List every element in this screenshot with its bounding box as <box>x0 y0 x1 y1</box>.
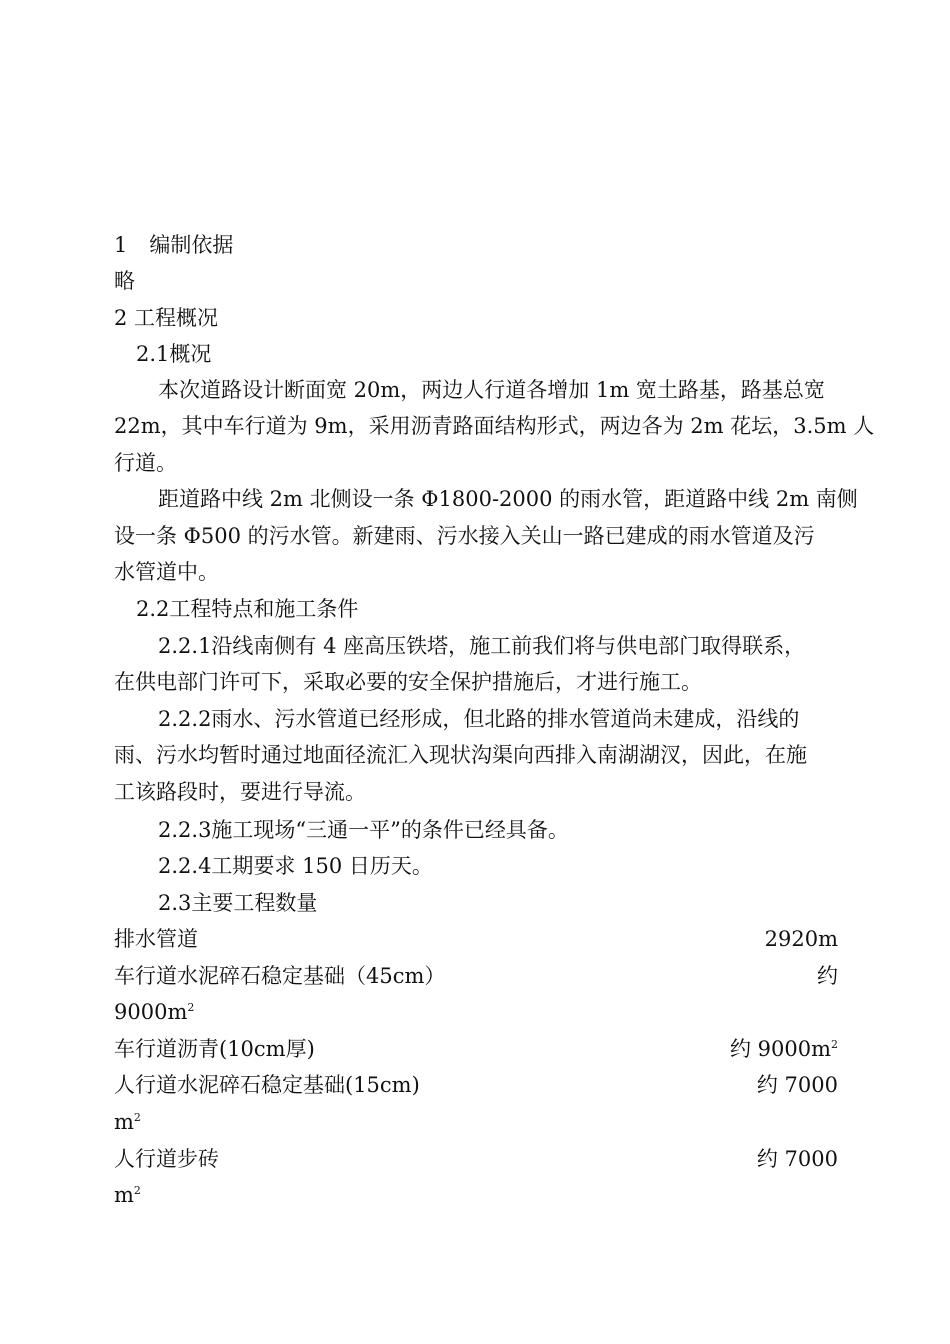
quantity-value: 约 7000 <box>756 1073 838 1097</box>
quantity-unit: m <box>114 1110 134 1134</box>
quantity-value: 约 7000 <box>756 1147 838 1171</box>
item-2-2-2-line-1: 2.2.2雨水、污水管道已经形成，但北路的排水管道尚未建成，沿线的 <box>158 707 800 731</box>
section-2-heading: 2 工程概况 <box>114 306 219 330</box>
item-2-2-2-line-3: 工该路段时，要进行导流。 <box>114 780 366 804</box>
item-2-2-1-line-1: 2.2.1沿线南侧有 4 座高压铁塔，施工前我们将与供电部门取得联系， <box>158 634 806 658</box>
paragraph-1-line-1: 本次道路设计断面宽 20m，两边人行道各增加 1m 宽土路基，路基总宽 <box>158 378 825 402</box>
quantity-name: 车行道水泥碎石稳定基础（45cm） <box>114 964 446 988</box>
item-2-2-1-line-2: 在供电部门许可下，采取必要的安全保护措施后，才进行施工。 <box>114 670 702 694</box>
item-2-2-2-line-2: 雨、污水均暂时通过地面径流汇入现状沟渠向西排入南湖湖汊，因此，在施 <box>114 743 807 767</box>
paragraph-2-line-2: 设一条 Φ500 的污水管。新建雨、污水接入关山一路已建成的雨水管道及污 <box>114 524 815 548</box>
quantity-name: 排水管道 <box>114 927 198 951</box>
quantity-name: 人行道水泥碎石稳定基础(15cm) <box>114 1073 420 1097</box>
quantity-unit-exponent: 2 <box>133 1184 141 1197</box>
quantity-value: 约 <box>817 964 838 988</box>
paragraph-2-line-1: 距道路中线 2m 北侧设一条 Φ1800-2000 的雨水管，距道路中线 2m 南侧 <box>158 487 858 511</box>
item-2-2-3: 2.2.3施工现场“三通一平”的条件已经具备。 <box>158 818 569 842</box>
paragraph-1-line-2: 22m，其中车行道为 9m，采用沥青路面结构形式，两边各为 2m 花坛，3.5m 人 <box>114 414 875 438</box>
quantity-value-text: 约 9000m <box>729 1037 831 1061</box>
section-1-title: 编制依据 <box>149 233 234 257</box>
section-2-1-heading: 2.1概况 <box>136 342 212 366</box>
quantity-value-continuation <box>114 1183 840 1207</box>
quantity-name: 人行道步砖 <box>114 1147 219 1171</box>
quantity-value: 2920m <box>764 927 838 951</box>
quantity-value <box>730 1037 838 1061</box>
section-2-3-heading: 2.3主要工程数量 <box>158 891 318 915</box>
section-1-body: 略 <box>114 269 135 293</box>
quantity-unit: 9000m <box>114 1000 188 1024</box>
section-2-2-heading: 2.2工程特点和施工条件 <box>136 597 359 621</box>
quantity-unit-exponent: 2 <box>133 1111 141 1124</box>
quantity-value-continuation <box>114 1000 840 1024</box>
paragraph-2-line-3: 水管道中。 <box>114 560 219 584</box>
quantity-name: 车行道沥青(10cm厚) <box>114 1037 315 1061</box>
section-1-heading <box>114 233 840 257</box>
section-1-number: 1 <box>114 233 128 257</box>
quantity-unit: m <box>114 1183 134 1207</box>
quantity-unit-exponent: 2 <box>187 1001 195 1014</box>
item-2-2-4: 2.2.4工期要求 150 日历天。 <box>158 854 433 878</box>
quantity-unit-exponent: 2 <box>831 1038 838 1051</box>
quantity-value-continuation <box>114 1110 840 1134</box>
paragraph-1-line-3: 行道。 <box>114 451 177 475</box>
